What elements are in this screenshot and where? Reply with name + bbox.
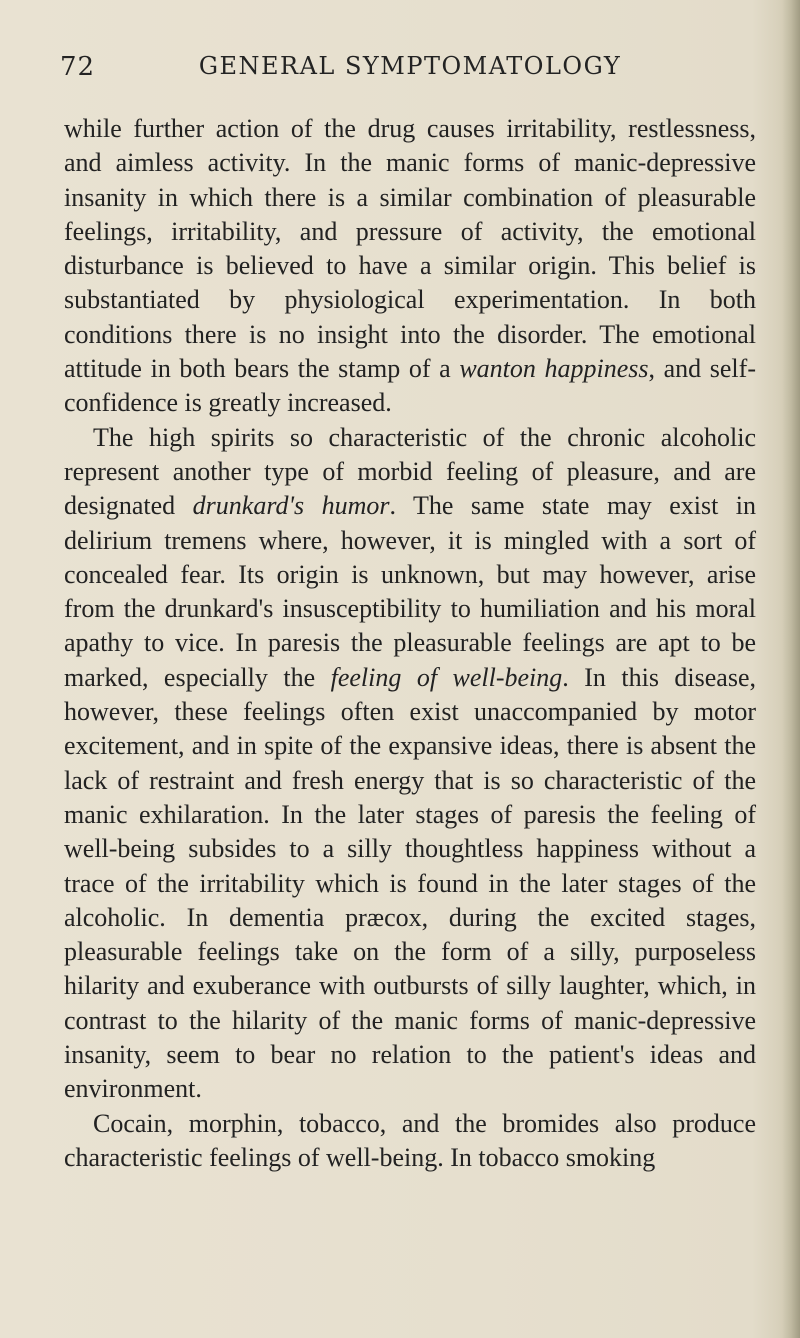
running-head bbox=[60, 52, 760, 92]
paragraph-2-text-a: The high spirits so characteristic of the chronic alcoholic represent another type of morbid feeling of pleasure, and are designated bbox=[64, 422, 756, 521]
paragraph-1-text-a: while further action of the drug causes irritability, restlessness, and aimless activity. In the manic forms of manic-depressive insanity in which there is a similar combination of pleasurable feelings, irritability, and pressure of activity, the emotional disturbance is believed to have a similar origin. This belief is substantiated by physiological experimentation. In both conditions there is no insight into the disorder. The emotional attitude in both bears the stamp of a bbox=[64, 114, 756, 384]
italic-term-wanton-happiness: wanton happiness bbox=[459, 354, 649, 384]
italic-term-drunkards-humor: drunkard's humor bbox=[192, 491, 390, 521]
page-edge-shadow bbox=[782, 0, 800, 1338]
paragraph-2-text-c: . In this disease, however, these feelings often exist unaccompanied by motor excitement, and in spite of the expansive ideas, there is absent the lack of restraint and fresh energy that is so characteristic of the manic exhilaration. In the later stages of paresis the feeling of well-being subsides to a silly thoughtless happiness without a trace of the irritability which is found in the later stages of the alcoholic. In dementia præcox, during the excited stages, pleasurable feelings take on the form of a silly, purposeless hilarity and exuberance with outbursts of silly laughter, which, in contrast to the hilarity of the manic forms of manic-depressive insanity, seem to bear no relation to the patient's ideas and environment. bbox=[64, 662, 756, 1104]
paragraph-2 bbox=[64, 421, 756, 1107]
body-text bbox=[64, 112, 756, 1175]
paragraph-1 bbox=[64, 112, 756, 421]
paragraph-3-text: Cocain, morphin, tobacco, and the bromides also produce characteristic feelings of well-being. In tobacco smoking bbox=[64, 1108, 756, 1172]
running-title: GENERAL SYMPTOMATOLOGY bbox=[198, 52, 622, 80]
paragraph-1-text-b: , and self-confidence is greatly increased. bbox=[64, 354, 756, 418]
italic-term-feeling-of-well-being: feeling of well-being bbox=[330, 662, 563, 692]
paragraph-2-text-b: . The same state may exist in delirium tremens where, however, it is mingled with a sort of concealed fear. Its origin is unknown, but may however, arise from the drunkard's insusceptibility to humiliation and his moral apathy to vice. In paresis the pleasurable feelings are apt to be marked, especially the bbox=[64, 491, 756, 692]
paragraph-3 bbox=[64, 1107, 756, 1176]
page-number: 72 bbox=[60, 52, 96, 82]
